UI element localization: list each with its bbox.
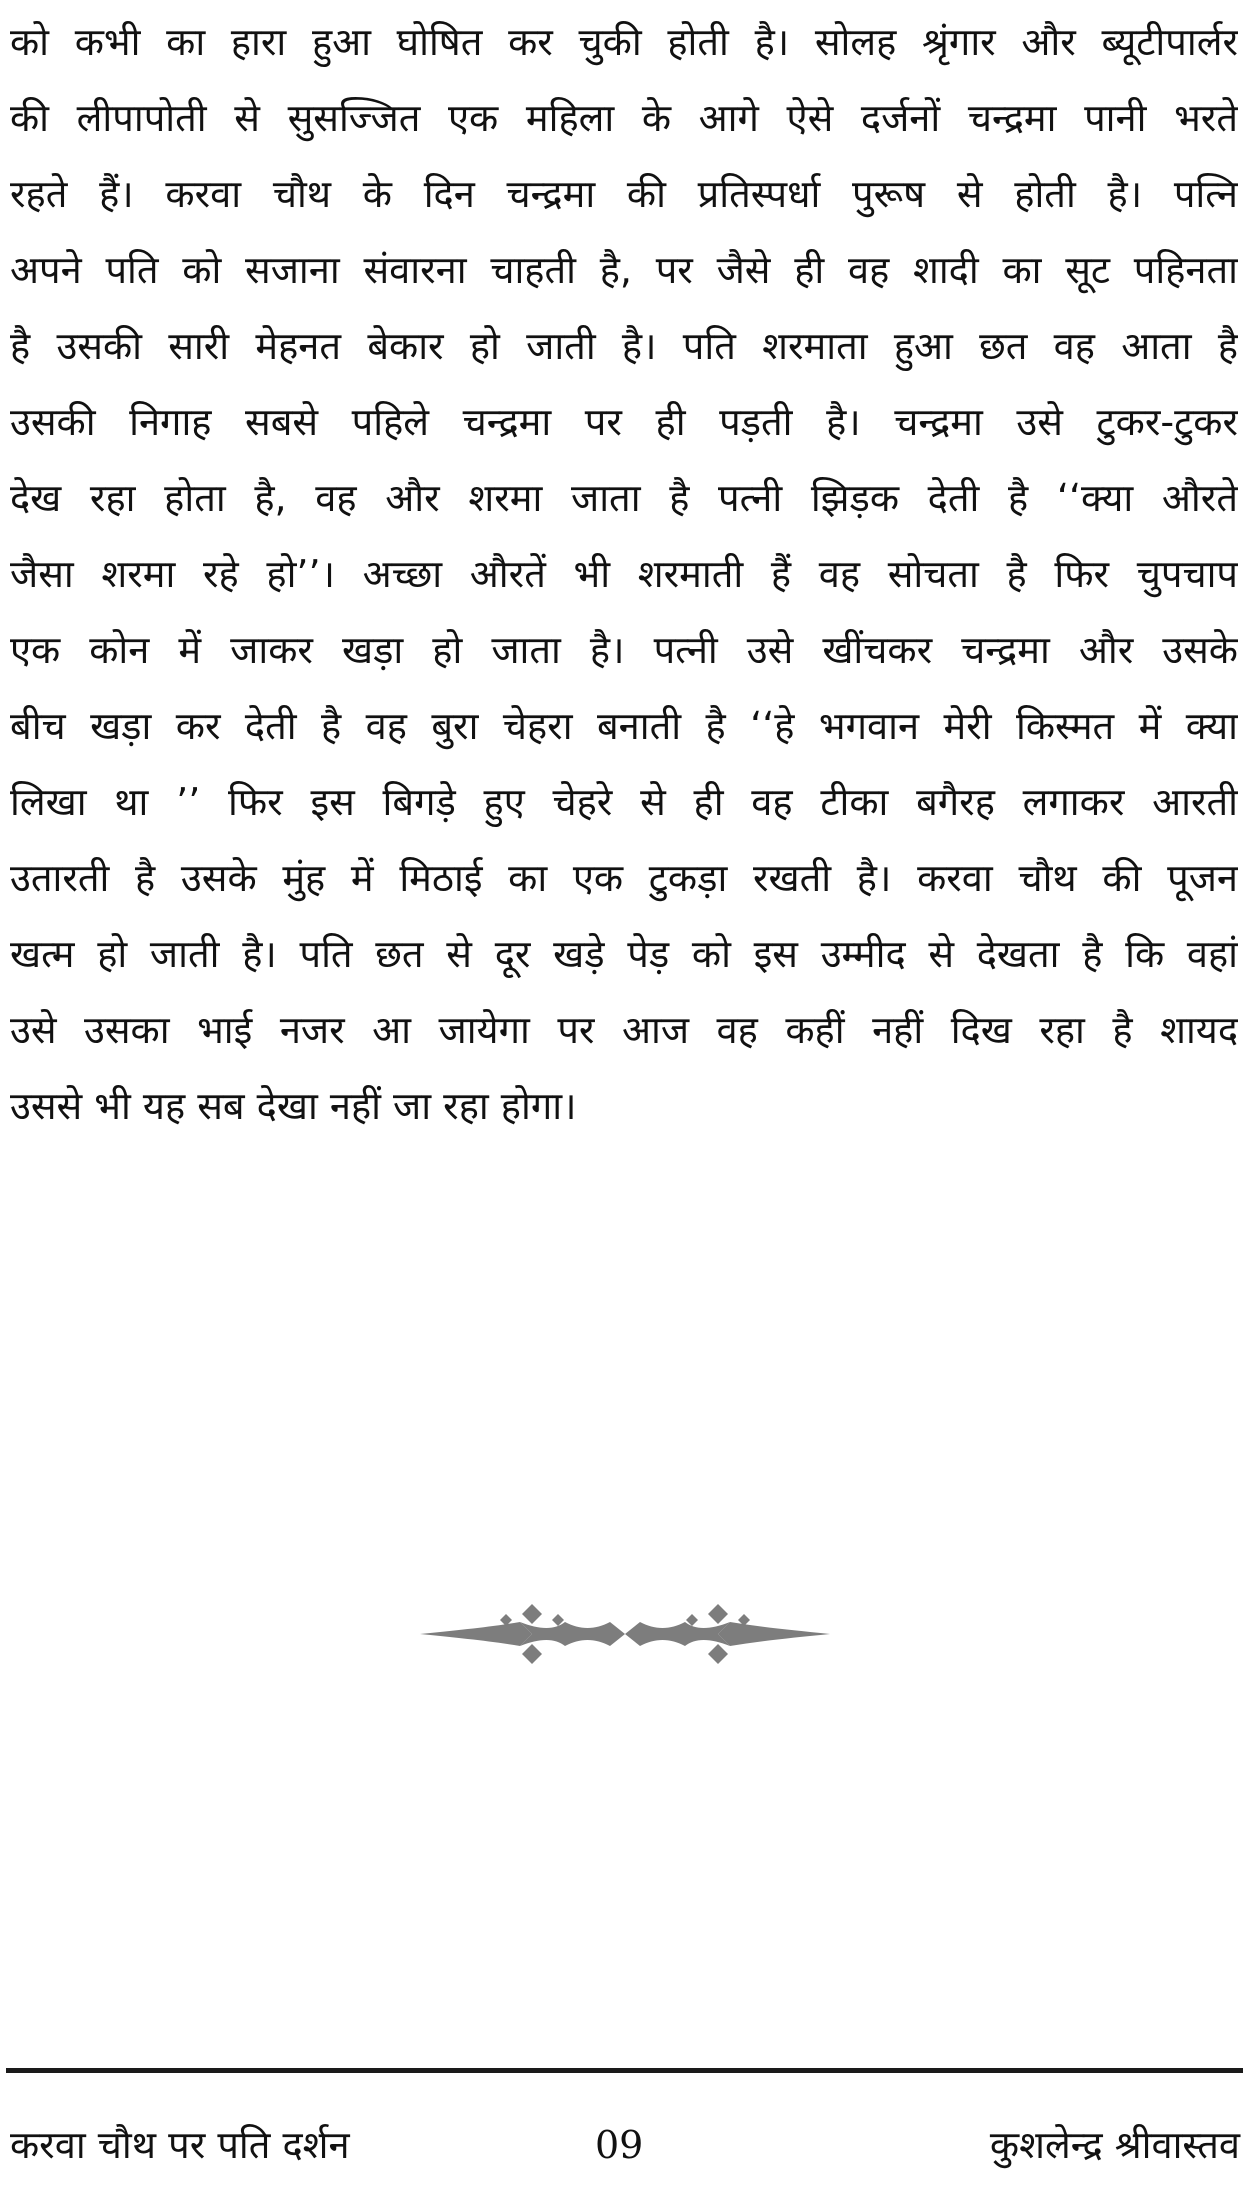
text-line: अपने पति को सजाना संवारना चाहती है, पर जैसे ही वह शादी का सूट पहिनता — [10, 248, 1238, 292]
page-footer — [10, 2110, 1240, 2180]
text-line: उसे उसका भाई नजर आ जायेगा पर आज वह कहीं नहीं दिख रहा है शायद — [10, 1008, 1238, 1052]
author-name: कुशलेन्द्र श्रीवास्तव — [989, 2123, 1240, 2167]
text-line: को कभी का हारा हुआ घोषित कर चुकी होती है। सोलह श्रृंगार और ब्यूटीपार्लर — [10, 20, 1238, 64]
floral-divider-icon — [420, 1600, 830, 1668]
text-line: उससे भी यह सब देखा नहीं जा रहा होगा। — [10, 1084, 577, 1128]
text-line: उतारती है उसके मुंह में मिठाई का एक टुकड़ा रखती है। करवा चौथ की पूजन — [10, 856, 1238, 900]
body-text — [10, 4, 1238, 1144]
footer-divider — [6, 2068, 1243, 2073]
text-line: खत्म हो जाती है। पति छत से दूर खड़े पेड़ को इस उम्मीद से देखता है कि वहां — [10, 932, 1238, 976]
text-line: एक कोन में जाकर खड़ा हो जाता है। पत्नी उसे खींचकर चन्द्रमा और उसके — [10, 628, 1238, 672]
text-line: जैसा शरमा रहे हो’’। अच्छा औरतें भी शरमाती हैं वह सोचता है फिर चुपचाप — [10, 552, 1238, 596]
text-line: की लीपापोती से सुसज्जित एक महिला के आगे ऐसे दर्जनों चन्द्रमा पानी भरते — [10, 96, 1238, 140]
text-line: देख रहा होता है, वह और शरमा जाता है पत्नी झिड़क देती है ‘‘क्या औरते — [10, 476, 1238, 520]
text-line: रहते हैं। करवा चौथ के दिन चन्द्रमा की प्रतिस्पर्धा पुरूष से होती है। पत्नि — [10, 172, 1238, 216]
book-title: करवा चौथ पर पति दर्शन — [10, 2123, 350, 2167]
text-line: उसकी निगाह सबसे पहिले चन्द्रमा पर ही पड़ती है। चन्द्रमा उसे टुकर-टुकर — [10, 400, 1238, 444]
text-line: लिखा था ’’ फिर इस बिगड़े हुए चेहरे से ही वह टीका बगैरह लगाकर आरती — [10, 780, 1238, 824]
text-line: है उसकी सारी मेहनत बेकार हो जाती है। पति शरमाता हुआ छत वह आता है — [10, 324, 1238, 368]
text-line: बीच खड़ा कर देती है वह बुरा चेहरा बनाती है ‘‘हे भगवान मेरी किस्मत में क्या — [10, 704, 1238, 748]
page-number: 09 — [595, 2123, 644, 2167]
